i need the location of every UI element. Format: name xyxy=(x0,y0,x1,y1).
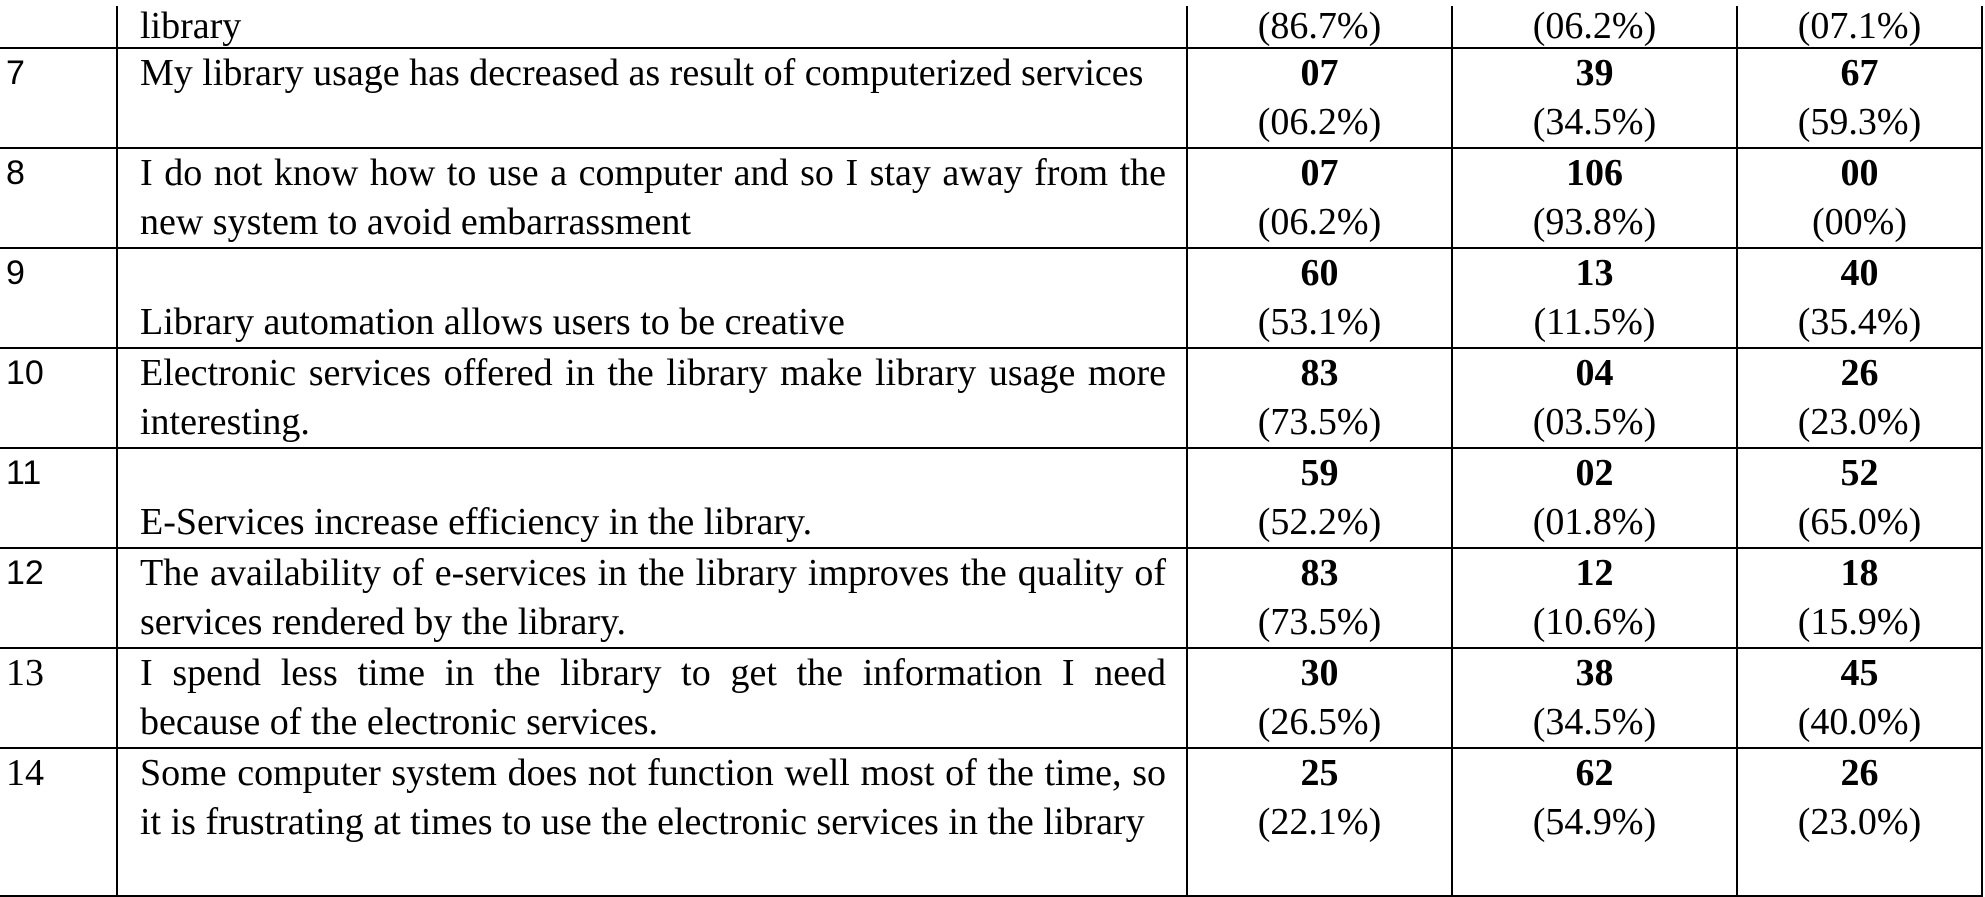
table-row xyxy=(0,148,1982,248)
response-cell xyxy=(1737,448,1982,548)
response-count: 25 xyxy=(1300,752,1339,794)
percentage: (86.7%) xyxy=(1257,5,1382,47)
statement-text: I spend less time in the library to get the information I need because of the electronic services. xyxy=(117,648,1187,748)
response-count: 30 xyxy=(1300,652,1339,694)
table-row xyxy=(0,448,1982,548)
response-cell xyxy=(1187,6,1452,48)
percentage: (65.0%) xyxy=(1797,501,1922,543)
row-number: 12 xyxy=(0,548,117,648)
percentage: (23.0%) xyxy=(1797,801,1922,843)
response-cell xyxy=(1737,6,1982,48)
row-number: 11 xyxy=(0,448,117,548)
percentage: (06.2%) xyxy=(1532,5,1657,47)
response-cell xyxy=(1452,6,1737,48)
response-count: 07 xyxy=(1300,152,1339,194)
response-cell xyxy=(1187,448,1452,548)
response-count: 106 xyxy=(1566,152,1623,194)
row-number: 8 xyxy=(0,148,117,248)
statement-text: I do not know how to use a computer and so I stay away from the new system to avoid embarrassment xyxy=(117,148,1187,248)
table-row xyxy=(0,748,1982,896)
percentage: (34.5%) xyxy=(1532,701,1657,743)
table-row xyxy=(0,548,1982,648)
response-count: 40 xyxy=(1840,252,1879,294)
percentage: (07.1%) xyxy=(1797,5,1922,47)
response-cell xyxy=(1737,648,1982,748)
statement-text: The availability of e-services in the library improves the quality of services rendered by the library. xyxy=(117,548,1187,648)
percentage: (22.1%) xyxy=(1257,801,1382,843)
response-count: 62 xyxy=(1575,752,1614,794)
percentage: (06.2%) xyxy=(1257,101,1382,143)
percentage: (15.9%) xyxy=(1797,601,1922,643)
response-count: 26 xyxy=(1840,752,1879,794)
percentage: (73.5%) xyxy=(1257,401,1382,443)
percentage: (03.5%) xyxy=(1532,401,1657,443)
response-count: 13 xyxy=(1575,252,1614,294)
response-cell xyxy=(1737,548,1982,648)
response-cell xyxy=(1187,148,1452,248)
table-row xyxy=(0,248,1982,348)
row-number xyxy=(0,6,117,48)
response-cell xyxy=(1187,348,1452,448)
response-count: 07 xyxy=(1300,52,1339,94)
percentage: (11.5%) xyxy=(1533,301,1656,343)
row-number: 7 xyxy=(0,48,117,148)
response-cell xyxy=(1187,748,1452,896)
response-cell xyxy=(1452,648,1737,748)
response-count: 26 xyxy=(1840,352,1879,394)
response-cell xyxy=(1187,548,1452,648)
table-row xyxy=(0,48,1982,148)
response-cell xyxy=(1452,348,1737,448)
response-count: 83 xyxy=(1300,352,1339,394)
statement-text: Library automation allows users to be creative xyxy=(117,248,1187,348)
response-cell xyxy=(1187,648,1452,748)
response-count: 45 xyxy=(1840,652,1879,694)
table-row xyxy=(0,648,1982,748)
response-count: 18 xyxy=(1840,552,1879,594)
row-number: 9 xyxy=(0,248,117,348)
percentage: (53.1%) xyxy=(1257,301,1382,343)
response-count: 38 xyxy=(1575,652,1614,694)
response-cell xyxy=(1452,448,1737,548)
row-number: 14 xyxy=(0,748,117,896)
response-cell xyxy=(1737,348,1982,448)
response-count: 60 xyxy=(1300,252,1339,294)
response-cell xyxy=(1187,248,1452,348)
percentage: (52.2%) xyxy=(1257,501,1382,543)
response-count: 00 xyxy=(1840,152,1879,194)
percentage: (54.9%) xyxy=(1532,801,1657,843)
table-row xyxy=(0,348,1982,448)
percentage: (59.3%) xyxy=(1797,101,1922,143)
row-number: 10 xyxy=(0,348,117,448)
survey-table xyxy=(0,6,1983,897)
response-cell xyxy=(1737,148,1982,248)
response-cell xyxy=(1737,48,1982,148)
percentage: (10.6%) xyxy=(1532,601,1657,643)
statement-text: E-Services increase efficiency in the library. xyxy=(117,448,1187,548)
percentage: (23.0%) xyxy=(1797,401,1922,443)
row-number: 13 xyxy=(0,648,117,748)
table-row xyxy=(0,6,1982,48)
response-cell xyxy=(1452,748,1737,896)
response-count: 02 xyxy=(1575,452,1614,494)
percentage: (40.0%) xyxy=(1797,701,1922,743)
response-count: 59 xyxy=(1300,452,1339,494)
response-cell xyxy=(1452,248,1737,348)
statement-text: Electronic services offered in the library make library usage more interesting. xyxy=(117,348,1187,448)
percentage: (01.8%) xyxy=(1532,501,1657,543)
response-cell xyxy=(1452,48,1737,148)
response-cell xyxy=(1452,148,1737,248)
percentage: (26.5%) xyxy=(1257,701,1382,743)
percentage: (93.8%) xyxy=(1532,201,1657,243)
statement-text: Some computer system does not function well most of the time, so it is frustrating at times to use the electronic services in the library xyxy=(117,748,1187,896)
percentage: (00%) xyxy=(1812,201,1907,243)
response-count: 52 xyxy=(1840,452,1879,494)
response-count: 04 xyxy=(1575,352,1614,394)
response-count: 39 xyxy=(1575,52,1614,94)
response-count: 12 xyxy=(1575,552,1614,594)
percentage: (06.2%) xyxy=(1257,201,1382,243)
response-cell xyxy=(1452,548,1737,648)
percentage: (34.5%) xyxy=(1532,101,1657,143)
statement-text: My library usage has decreased as result of computerized services xyxy=(117,48,1187,148)
response-count: 67 xyxy=(1840,52,1879,94)
percentage: (73.5%) xyxy=(1257,601,1382,643)
statement-text: library xyxy=(117,6,1187,48)
response-cell xyxy=(1187,48,1452,148)
response-cell xyxy=(1737,248,1982,348)
percentage: (35.4%) xyxy=(1797,301,1922,343)
response-count: 83 xyxy=(1300,552,1339,594)
response-cell xyxy=(1737,748,1982,896)
